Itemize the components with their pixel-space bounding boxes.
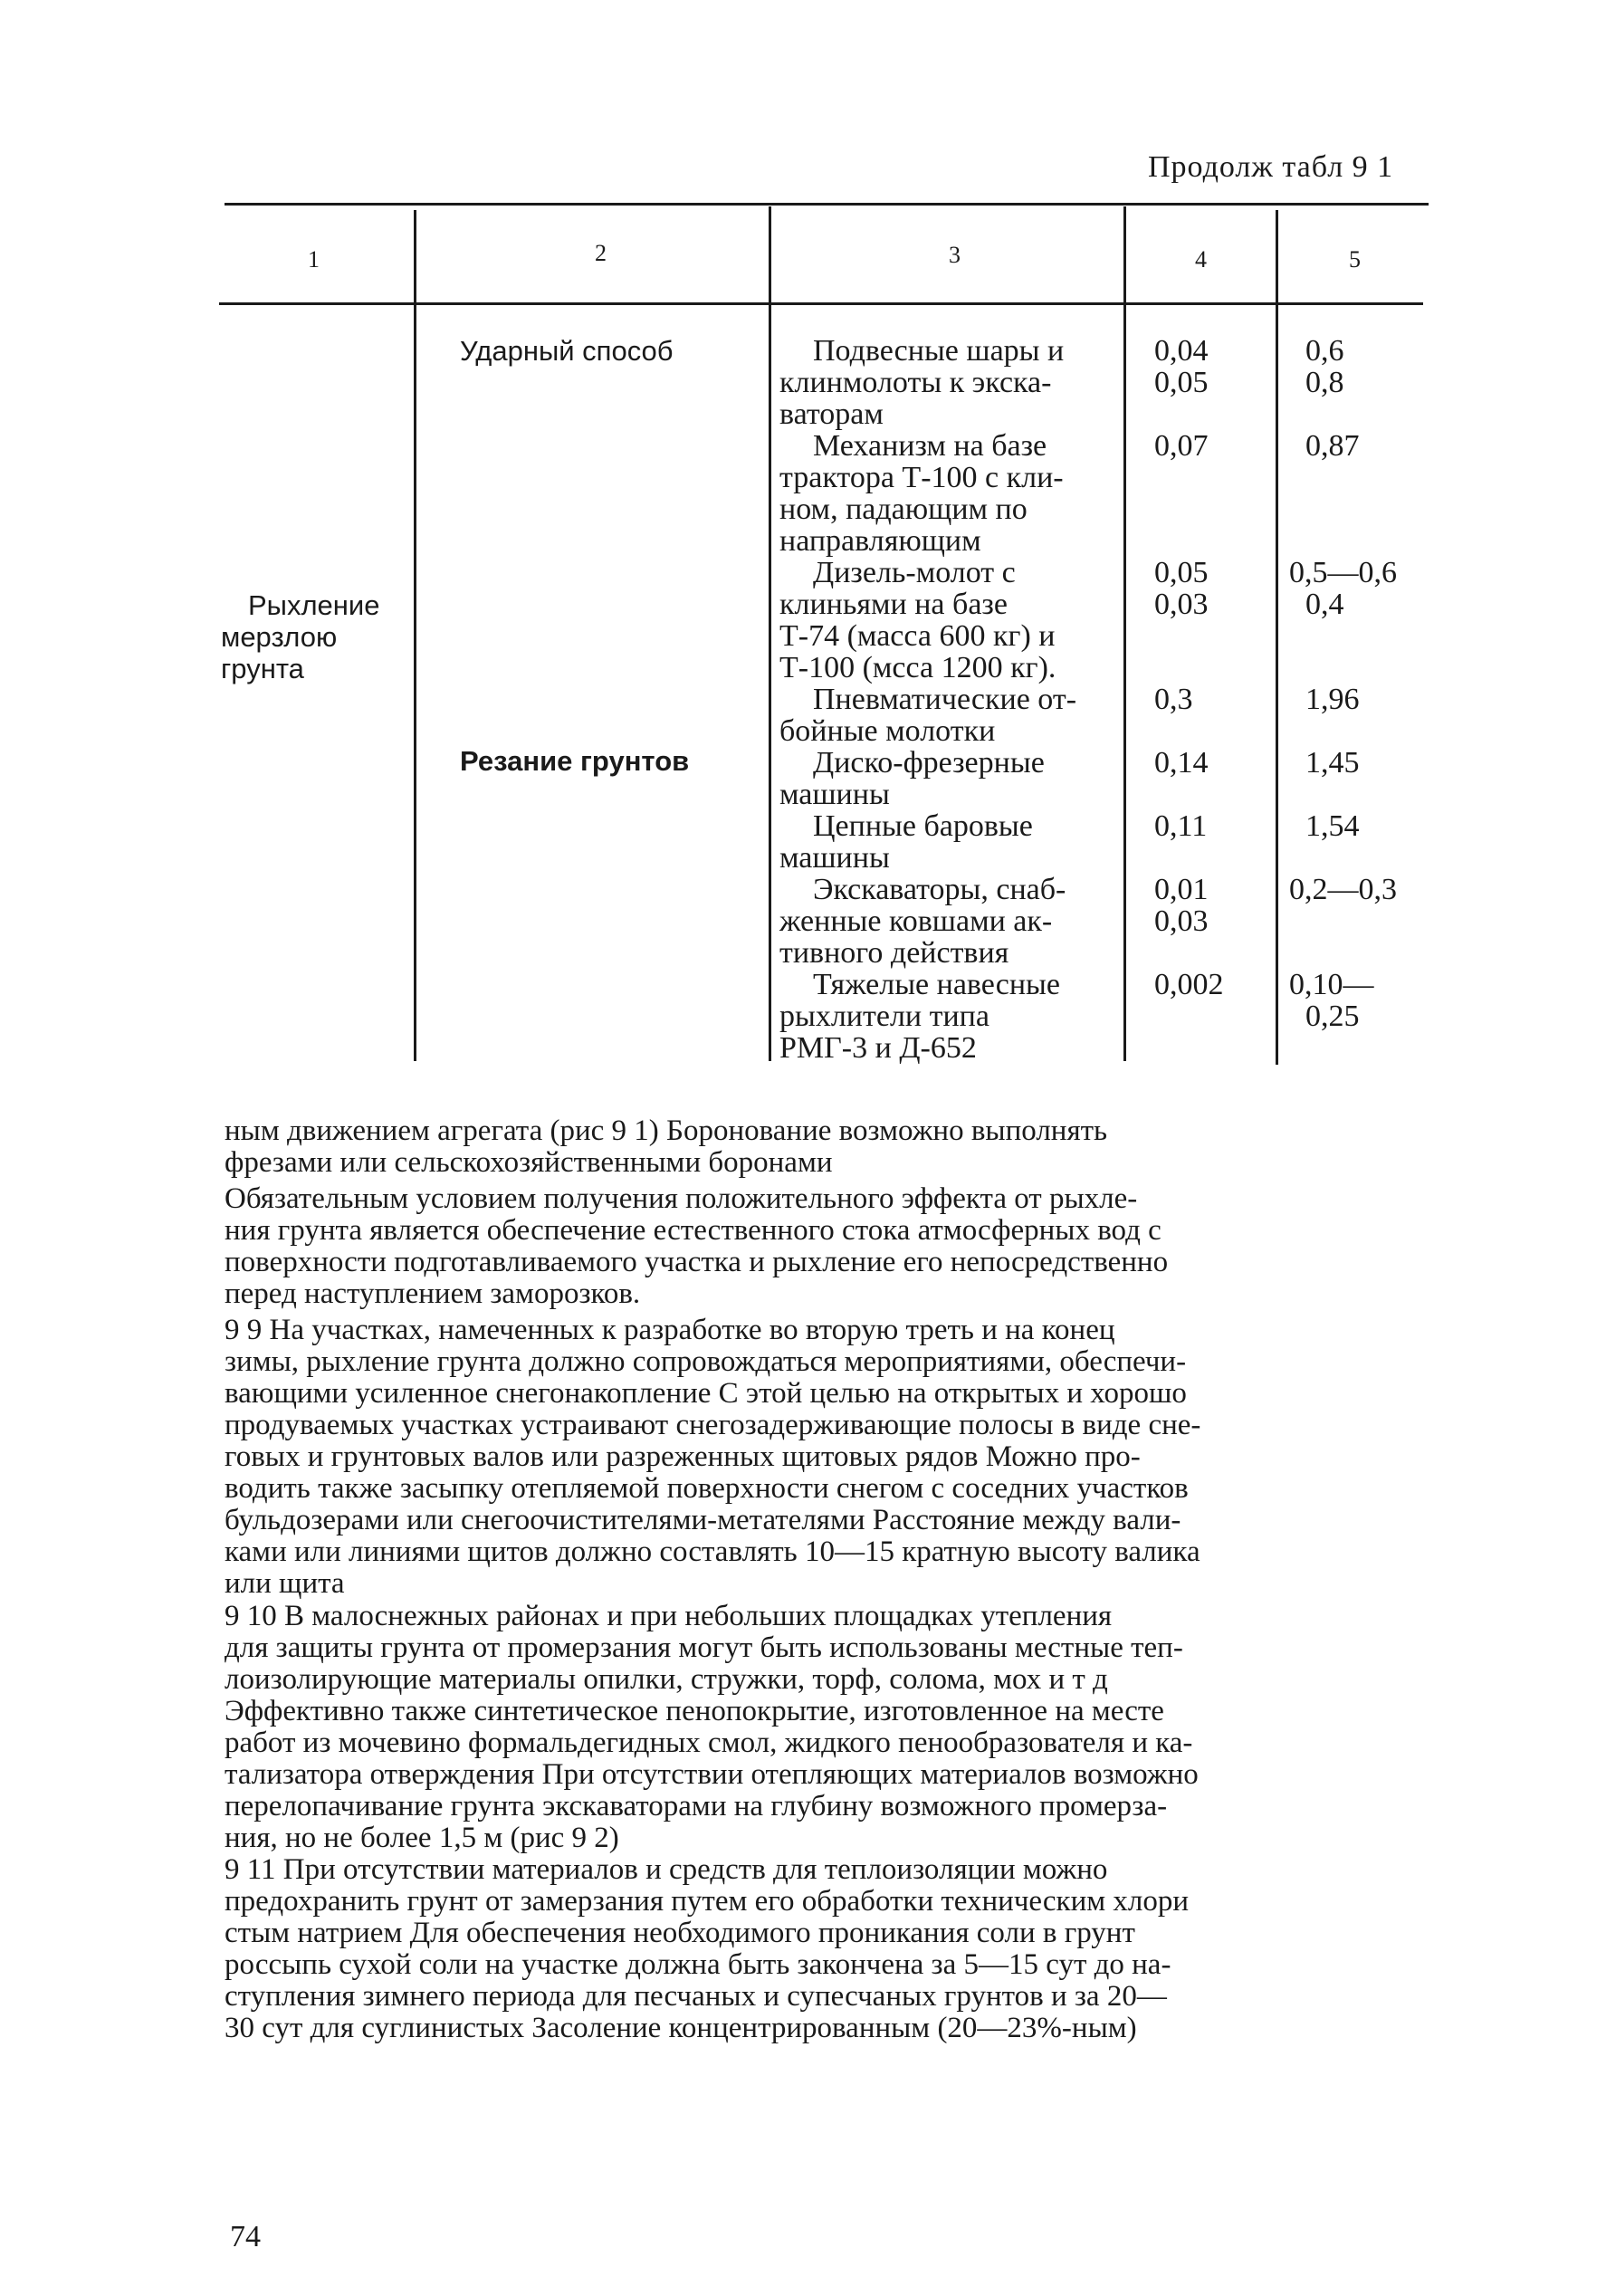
value-5-row1-a: 0,6 [1305,334,1344,368]
equip-4-line-2: бойные молотки [779,714,996,748]
value-4-row8: 0,002 [1154,968,1224,1001]
column-number-5: 5 [1349,246,1361,273]
equip-2-line-1: Механизм на базе [813,429,1047,463]
equip-2-line-4: направляющим [779,524,981,558]
method-impact: Ударный способ [460,335,674,367]
equip-8-line-3: РМГ-3 и Д-652 [779,1031,977,1065]
value-5-row8-b: 0,25 [1305,1000,1360,1033]
column-number-1: 1 [308,246,320,273]
category-line-2: мерзлою [221,621,338,653]
paragraph-continuation: ным движением агрегата (рис 9 1) Боронование возможно выполнять фрезами или сельскохозяйственными боронами [225,1115,1108,1179]
equip-1-line-1: Подвесные шары и [813,334,1065,368]
value-5-row8-a: 0,10— [1289,968,1374,1001]
value-4-row6: 0,11 [1154,809,1208,843]
paragraph-9-10: 9 10 В малоснежных районах и при небольших площадках утепления для защиты грунта от промерзания могут быть использованы местные теп- лоизолирующие материалы опилки, стружки, торф, солома, мох и т д Эффективно также синтетическое пенопокрытие, изготовленное на месте работ из мочевино формальдегидных смол, жидкого пенообразователя и ка- тализатора отверждения При отсутствии отепляющих материалов возможно перелопачивание грунта экскаваторами на глубину возможного промерза- ния, но не более 1,5 м (рис 9 2) [225,1600,1199,1854]
value-5-row5: 1,45 [1305,746,1360,780]
value-4-row3-b: 0,03 [1154,588,1209,621]
column-number-2: 2 [595,240,607,266]
equip-7-line-1: Экскаваторы, снаб- [813,873,1066,906]
table-col-divider-3 [1123,206,1126,1061]
value-4-row4: 0,3 [1154,683,1193,716]
value-4-row3-a: 0,05 [1154,556,1209,589]
value-4-row7-b: 0,03 [1154,904,1209,938]
value-4-row2: 0,07 [1154,429,1209,463]
equip-7-line-2: женные ковшами ак- [779,904,1053,938]
paragraph-9-9: 9 9 На участках, намеченных к разработке во вторую треть и на конец зимы, рыхление грунта должно сопровождаться мероприятиями, обеспечи- вающими усиленное снегонакопление С этой целью на открытых и хорошо продуваемых участках устраивают снегозадерживающие полосы в виде сне- говых и грунтовых валов или разреженных щитовых рядов Можно про- водить также засыпку отепляемой поверхности снегом с соседних участков бульдозерами или снегоочистителями-метателями Расстояние между вали- ками или линиями щитов должно составлять 10—15 кратную высоту валика или щита [225,1314,1201,1600]
value-5-row3-b: 0,4 [1305,588,1344,621]
table-col-divider-2 [769,206,771,1061]
equip-8-line-2: рыхлители типа [779,1000,989,1033]
value-4-row1-a: 0,04 [1154,334,1209,368]
paragraph-drainage: Обязательным условием получения положительного эффекта от рыхле- ния грунта является обеспечение естественного стока атмосферных вод с поверхности подготавливаемого участка и рыхление его непосредственно перед наступлением заморозков. [225,1182,1169,1310]
equip-3-line-3: Т-74 (масса 600 кг) и [779,619,1056,653]
table-col-divider-1 [414,210,416,1061]
equip-4-line-1: Пневматические от- [813,683,1077,716]
table-col-divider-4 [1276,210,1278,1065]
value-5-row3-a: 0,5—0,6 [1289,556,1397,589]
value-5-row4: 1,96 [1305,683,1360,716]
equip-3-line-1: Дизель-молот с [813,556,1016,589]
equip-3-line-2: клиньями на базе [779,588,1008,621]
value-5-row1-b: 0,8 [1305,366,1344,399]
category-line-3: грунта [221,653,304,684]
page-number: 74 [230,2220,261,2253]
equip-6-line-1: Цепные баровые [813,809,1033,843]
table-continuation-label: Продолж табл 9 1 [1148,150,1394,184]
equip-8-line-1: Тяжелые навесные [813,968,1060,1001]
paragraph-9-11: 9 11 При отсутствии материалов и средств для теплоизоляции можно предохранить грунт от замерзания путем его обработки техническим хлори стым натрием Для обеспечения необходимого проникания соли в грунт россыпь сухой соли на участке должна быть закончена за 5—15 сут до на- ступления зимнего периода для песчаных и супесчаных грунтов и за 20— 30 сут для суглинистых Засоление концентрированным (20—23%-ным) [225,1853,1189,2044]
value-5-row7: 0,2—0,3 [1289,873,1397,906]
column-number-4: 4 [1195,246,1207,273]
value-4-row7-a: 0,01 [1154,873,1209,906]
equip-2-line-3: ном, падающим по [779,493,1028,526]
category-line-1: Рыхление [248,589,380,621]
equip-5-line-1: Диско-фрезерные [813,746,1045,780]
equip-1-line-3: ваторам [779,397,884,431]
value-5-row6: 1,54 [1305,809,1360,843]
table-top-rule [225,203,1429,206]
equip-6-line-2: машины [779,841,890,875]
method-cutting: Резание грунтов [460,745,690,777]
column-number-3: 3 [949,242,961,268]
equip-5-line-2: машины [779,778,890,811]
value-5-row2: 0,87 [1305,429,1360,463]
equip-2-line-2: трактора Т-100 с кли- [779,461,1064,494]
equip-1-line-2: клинмолоты к экска- [779,366,1052,399]
value-4-row5: 0,14 [1154,746,1209,780]
value-4-row1-b: 0,05 [1154,366,1209,399]
table-header-rule [219,302,1423,305]
equip-7-line-3: тивного действия [779,936,1009,970]
equip-3-line-4: Т-100 (мсса 1200 кг). [779,651,1056,684]
